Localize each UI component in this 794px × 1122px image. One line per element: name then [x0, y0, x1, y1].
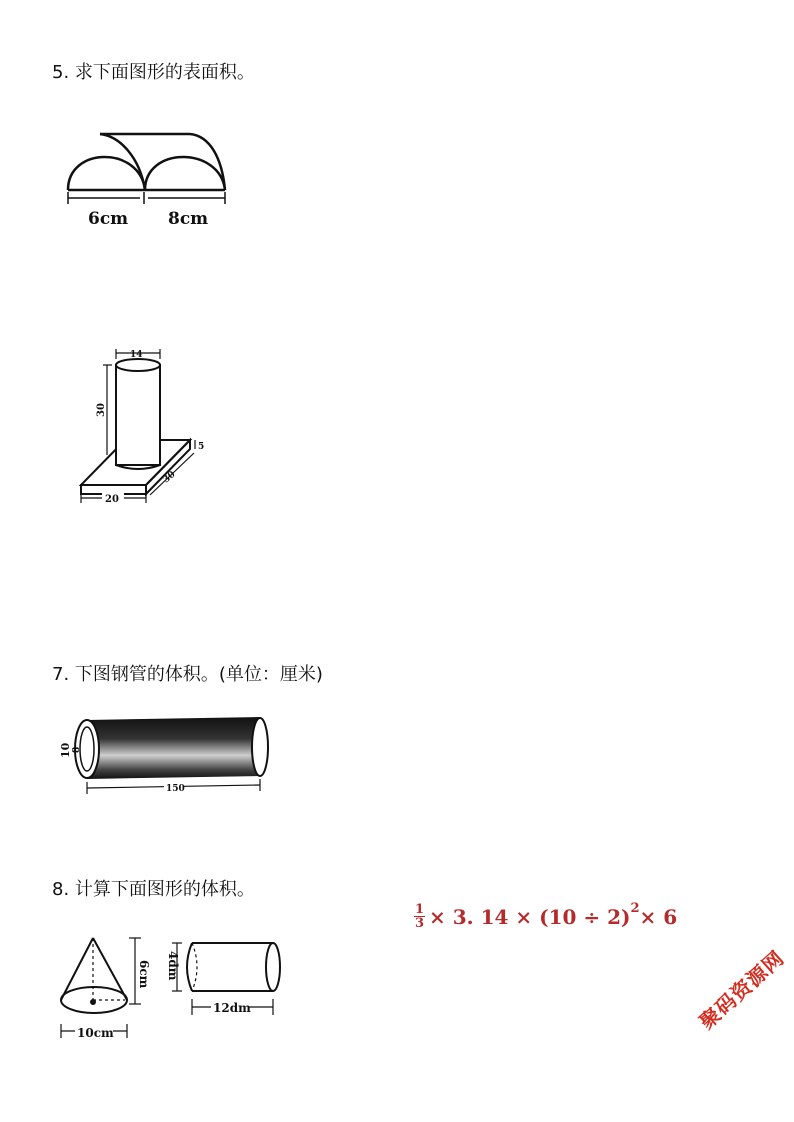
- formula-exponent: 2: [630, 901, 640, 916]
- formula-body: × 3. 14 × (10 ÷ 2): [429, 904, 631, 929]
- fraction-denominator: 3: [415, 916, 425, 931]
- fraction-one-third: [414, 903, 425, 930]
- label-6cm: 6cm: [88, 209, 129, 229]
- steel-pipe-figure: [59, 712, 277, 802]
- watermark-stamp: 聚码资源网: [694, 945, 789, 1034]
- label-cone-diameter: 10cm: [77, 1026, 114, 1040]
- question-8-title: 8. 计算下面图形的体积。: [52, 879, 255, 900]
- label-box-5: 5: [198, 442, 205, 452]
- label-depth-30: 30: [161, 469, 178, 486]
- question-5-title: 5. 求下面图形的表面积。: [52, 62, 255, 83]
- label-top-14: 14: [130, 350, 143, 360]
- formula-tail: × 6: [639, 904, 678, 929]
- cylinder-on-box-figure: [78, 345, 218, 505]
- label-inner-8: 8: [72, 746, 82, 753]
- cylinder-figure: [165, 935, 280, 1025]
- label-cylinder-diameter: 4dm: [166, 951, 180, 981]
- label-cone-height: 6cm: [137, 960, 151, 989]
- volume-formula: [414, 903, 677, 930]
- label-length-150: 150: [166, 784, 185, 794]
- label-outer-10: 10: [59, 742, 72, 758]
- cone-figure: [55, 930, 155, 1045]
- question-7-title: 7. 下图钢管的体积。(单位：厘米): [52, 664, 323, 685]
- label-8cm: 8cm: [168, 209, 209, 229]
- label-cylinder-length: 12dm: [213, 1001, 251, 1015]
- label-width-20: 20: [105, 494, 119, 505]
- half-cylinder-figure: [60, 128, 235, 233]
- label-height-30: 30: [96, 403, 107, 417]
- fraction-numerator: 1: [415, 902, 425, 917]
